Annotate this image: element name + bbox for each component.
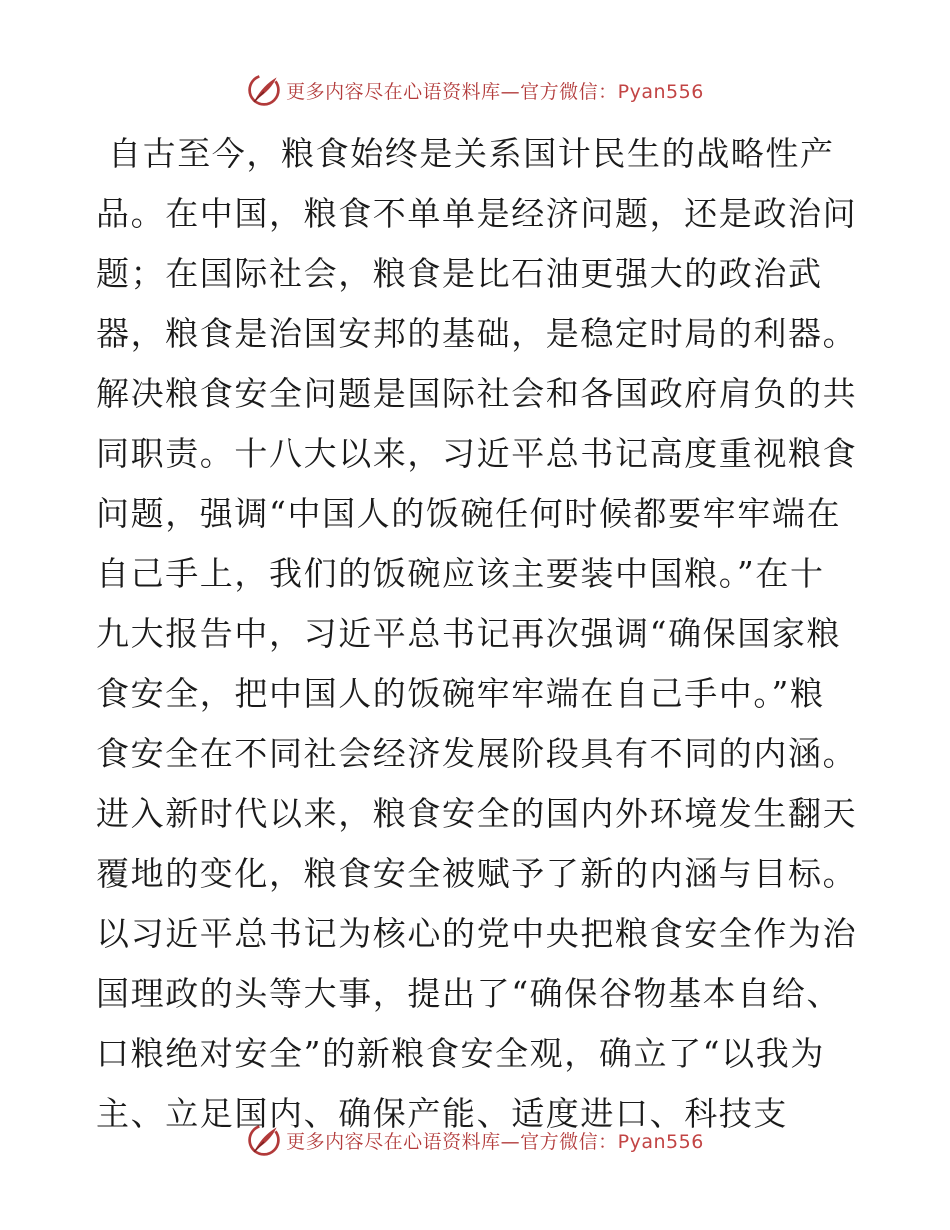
paragraph-line: 食安全，把中国人的饭碗牢牢端在自己手中。”粮 [96, 674, 825, 713]
paragraph-line: 覆地的变化，粮食安全被赋予了新的内涵与目标。 [96, 854, 858, 893]
paragraph-line: 九大报告中，习近平总书记再次强调“确保国家粮 [96, 614, 842, 653]
feather-quill-logo-icon [246, 72, 282, 108]
banner-wechat-id: Pyan556 [617, 1130, 704, 1153]
paragraph-line: 自己手上，我们的饭碗应该主要装中国粮。”在十 [96, 554, 825, 593]
banner-text: 更多内容尽在心语资料库—官方微信： [286, 80, 618, 103]
paragraph-line: 品。在中国，粮食不单单是经济问题，还是政治问 [96, 194, 858, 233]
paragraph-line: 进入新时代以来，粮食安全的国内外环境发生翻天 [96, 794, 858, 833]
banner-text: 更多内容尽在心语资料库—官方微信： [286, 1130, 618, 1153]
paragraph-line: 解决粮食安全问题是国际社会和各国政府肩负的共 [96, 374, 858, 413]
paragraph-line: 口粮绝对安全”的新粮食安全观，确立了“以我为 [96, 1034, 825, 1073]
paragraph-line: 以习近平总书记为核心的党中央把粮食安全作为治 [96, 914, 858, 953]
paragraph-line: 题；在国际社会，粮食是比石油更强大的政治武 [96, 254, 823, 293]
paragraph-line: 同职责。十八大以来，习近平总书记高度重视粮食 [96, 434, 858, 473]
paragraph-line: 问题，强调“中国人的饭碗任何时候都要牢牢端在 [96, 494, 842, 533]
footer-banner [0, 1120, 950, 1160]
paragraph-line: 食安全在不同社会经济发展阶段具有不同的内涵。 [96, 734, 858, 773]
paragraph-line: 自古至今，粮食始终是关系国计民生的战略性产 [108, 134, 835, 173]
feather-quill-logo-icon [246, 1122, 282, 1158]
paragraph-line: 器，粮食是治国安邦的基础，是稳定时局的利器。 [96, 314, 858, 353]
header-banner [0, 70, 950, 110]
paragraph-line: 国理政的头等大事，提出了“确保谷物基本自给、 [96, 974, 842, 1013]
paragraph-line: 主、立足国内、确保产能、适度进口、科技支 [96, 1094, 788, 1133]
document-body [96, 124, 856, 1144]
banner-wechat-id: Pyan556 [617, 80, 704, 103]
